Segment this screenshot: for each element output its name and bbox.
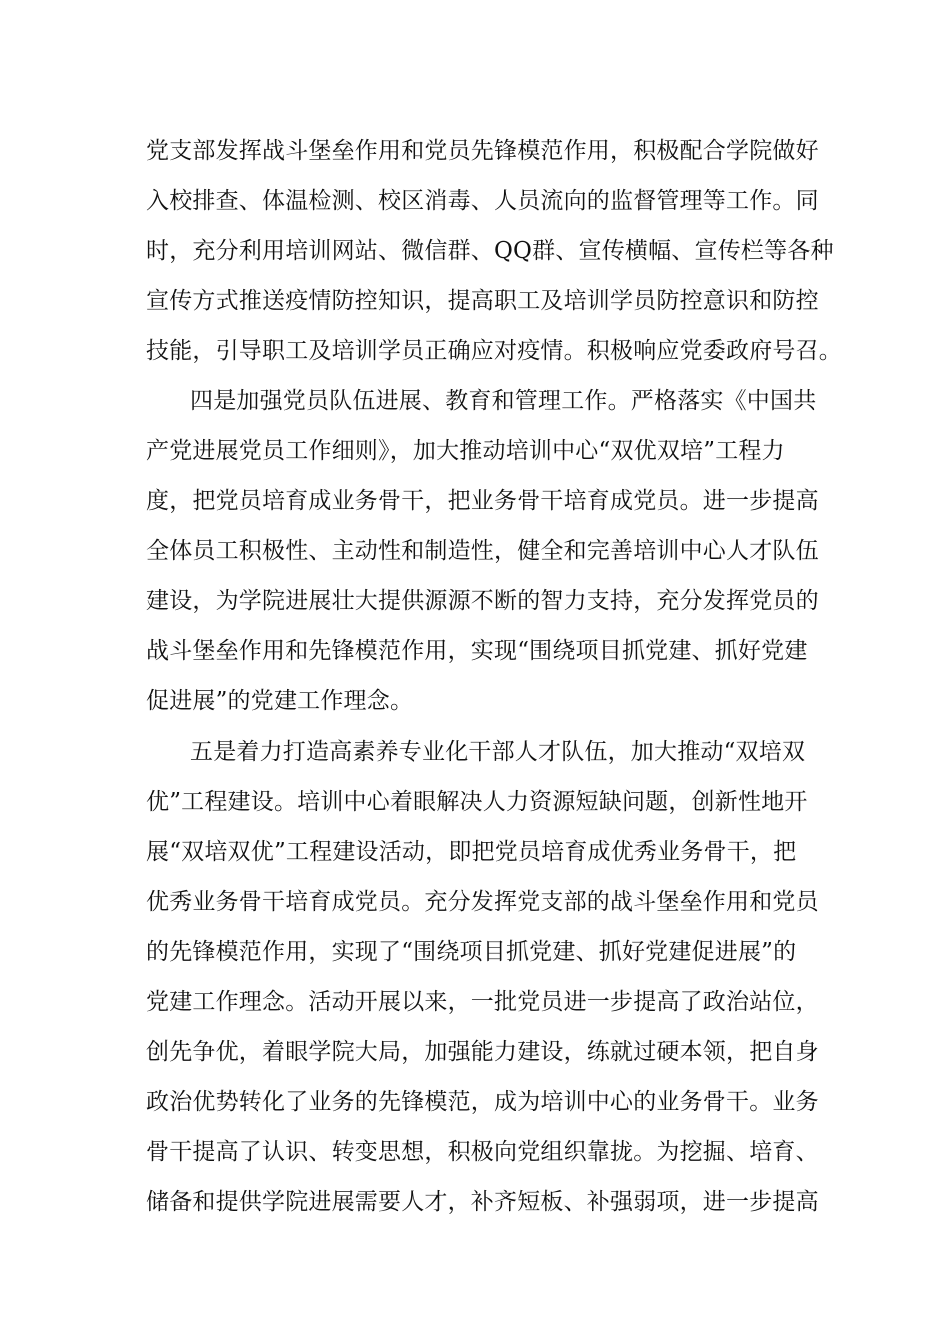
text-line: 全体员工积极性、主动性和制造性，健全和完善培训中心人才队伍 [146, 538, 819, 564]
text-line: 时，充分利用培训网站、微信群、QQ群、宣传横幅、宣传栏等各种 [146, 238, 834, 264]
text-line: 党支部发挥战斗堡垒作用和党员先锋模范作用，积极配合学院做好 [146, 138, 819, 164]
text-line: 的先锋模范作用，实现了“围绕项目抓党建、抓好党建促进展”的 [146, 939, 797, 965]
text-line: 建设，为学院进展壮大提供源源不断的智力支持，充分发挥党员的 [146, 588, 819, 614]
text-line: 优”工程建设。培训中心着眼解决人力资源短缺问题，创新性地开 [146, 789, 808, 815]
text-line: 战斗堡垒作用和先锋模范作用，实现“围绕项目抓党建、抓好党建 [146, 638, 808, 664]
text-line: 产党进展党员工作细则》，加大推动培训中心“双优双培”工程力 [146, 438, 785, 464]
text-line: 政治优势转化了业务的先锋模范，成为培训中心的业务骨干。业务 [146, 1089, 819, 1115]
text-line: 五是着力打造高素养专业化干部人才队伍，加大推动“双培双 [190, 739, 806, 765]
text-line: 宣传方式推送疫情防控知识，提高职工及培训学员防控意识和防控 [146, 288, 819, 314]
text-line: 储备和提供学院进展需要人才，补齐短板、补强弱项，进一步提高 [146, 1189, 819, 1215]
text-line: 促进展”的党建工作理念。 [146, 688, 414, 714]
text-line: 入校排查、体温检测、校区消毒、人员流向的监督管理等工作。同 [146, 188, 819, 214]
text-line: 党建工作理念。活动开展以来，一批党员进一步提高了政治站位， [146, 989, 819, 1015]
text-line: 展“双培双优”工程建设活动，即把党员培育成优秀业务骨干，把 [146, 839, 797, 865]
text-line: 骨干提高了认识、转变思想，积极向党组织靠拢。为挖掘、培育、 [146, 1139, 819, 1165]
text-line: 创先争优，着眼学院大局，加强能力建设，练就过硬本领，把自身 [146, 1039, 819, 1065]
text-line: 技能，引导职工及培训学员正确应对疫情。积极响应党委政府号召。 [146, 338, 842, 364]
text-line: 度，把党员培育成业务骨干，把业务骨干培育成党员。进一步提高 [146, 488, 819, 514]
text-line: 四是加强党员队伍进展、教育和管理工作。严格落实《中国共 [190, 388, 817, 414]
text-line: 优秀业务骨干培育成党员。充分发挥党支部的战斗堡垒作用和党员 [146, 889, 819, 915]
